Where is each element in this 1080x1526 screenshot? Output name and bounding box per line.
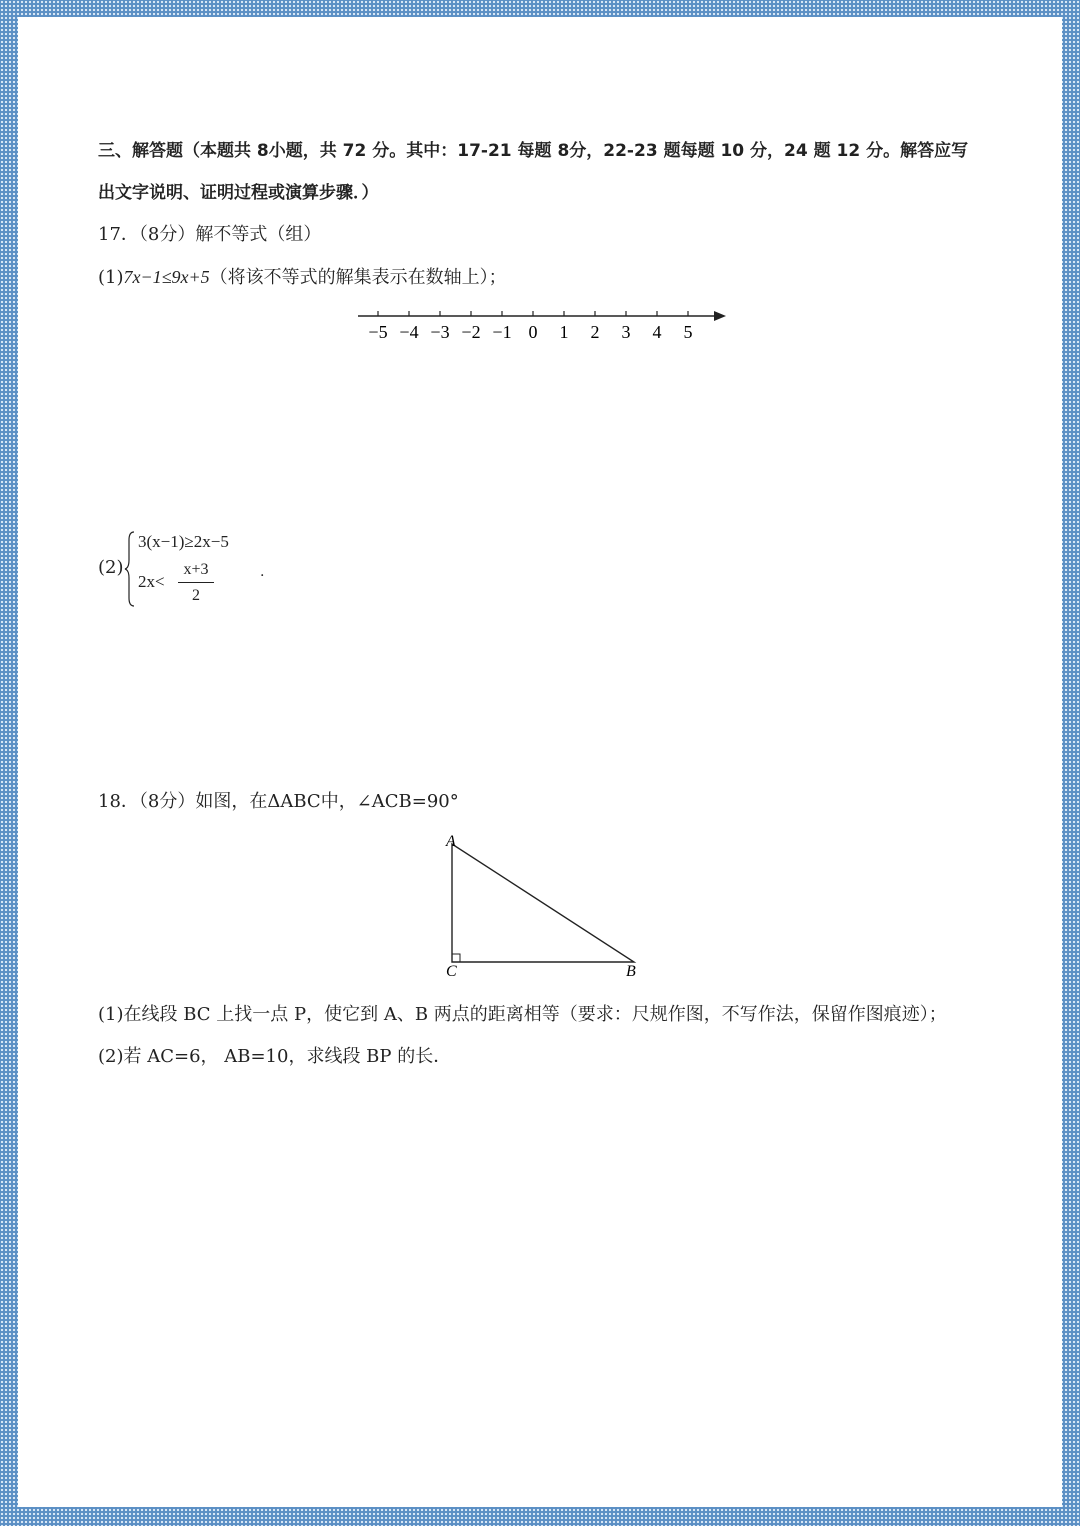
number-line-tick-label: −3 [430,322,450,342]
q17-part2-label: (2) [98,557,124,578]
right-angle-mark [452,954,460,962]
q18-part2: (2)若 AC=6， AB=10，求线段 BP 的长． [98,1046,452,1067]
number-line-arrow-icon [714,311,726,321]
number-line-tick-label: −4 [399,322,419,342]
number-line-tick-label: 1 [559,322,569,342]
triangle-figure [436,830,656,980]
number-line-tick-label: −5 [368,322,388,342]
q17-part1-expression: 7x−1≤9x+5 [123,267,210,287]
q17-part2-end: . [260,564,265,580]
number-line-tick-label: 4 [652,322,662,342]
number-line-tick-label: 0 [528,322,538,342]
number-line-tick-label: 3 [621,322,631,342]
number-line [350,300,740,350]
number-line-tick-label: −2 [461,322,481,342]
system-brace [124,530,136,608]
fraction-numerator: x+3 [183,561,209,578]
fraction-bar [178,582,214,583]
section-heading-line2: 出文字说明、证明过程或演算步骤．） [98,183,379,203]
q17-part2-inequality-1: 3(x−1)≥2x−5 [138,532,229,551]
vertex-label-a: A [446,833,456,850]
number-line-tick-label: −1 [492,322,512,342]
triangle-abc [452,844,634,962]
q17-part1 [98,265,507,290]
vertex-label-b: B [626,963,636,980]
number-line-tick-label: 5 [683,322,693,342]
fraction-denominator: 2 [192,587,200,604]
q18-header: 18．（8分）如图，在ΔABC中，∠ACB=90° [98,791,459,812]
q18-part1: (1)在线段 BC 上找一点 P，使它到 A、B 两点的距离相等（要求：尺规作图，不写作法，保留作图痕迹）； [98,1004,947,1025]
number-line-tick-label: 2 [590,322,600,342]
section-heading-line1: 三、解答题（本题共 8小题，共 72 分。其中：17-21 每题 8分，22-23 题每题 10 分，24 题 12 分。解答应写 [98,141,969,161]
q17-part1-label: (1) [98,267,124,288]
q17-part1-instruction: （将该不等式的解集表示在数轴上）； [209,267,507,288]
q17-header: 17．（8分）解不等式（组） [98,224,322,245]
q17-part2-inequality-2: 2x< [138,572,165,591]
vertex-label-c: C [446,963,457,980]
